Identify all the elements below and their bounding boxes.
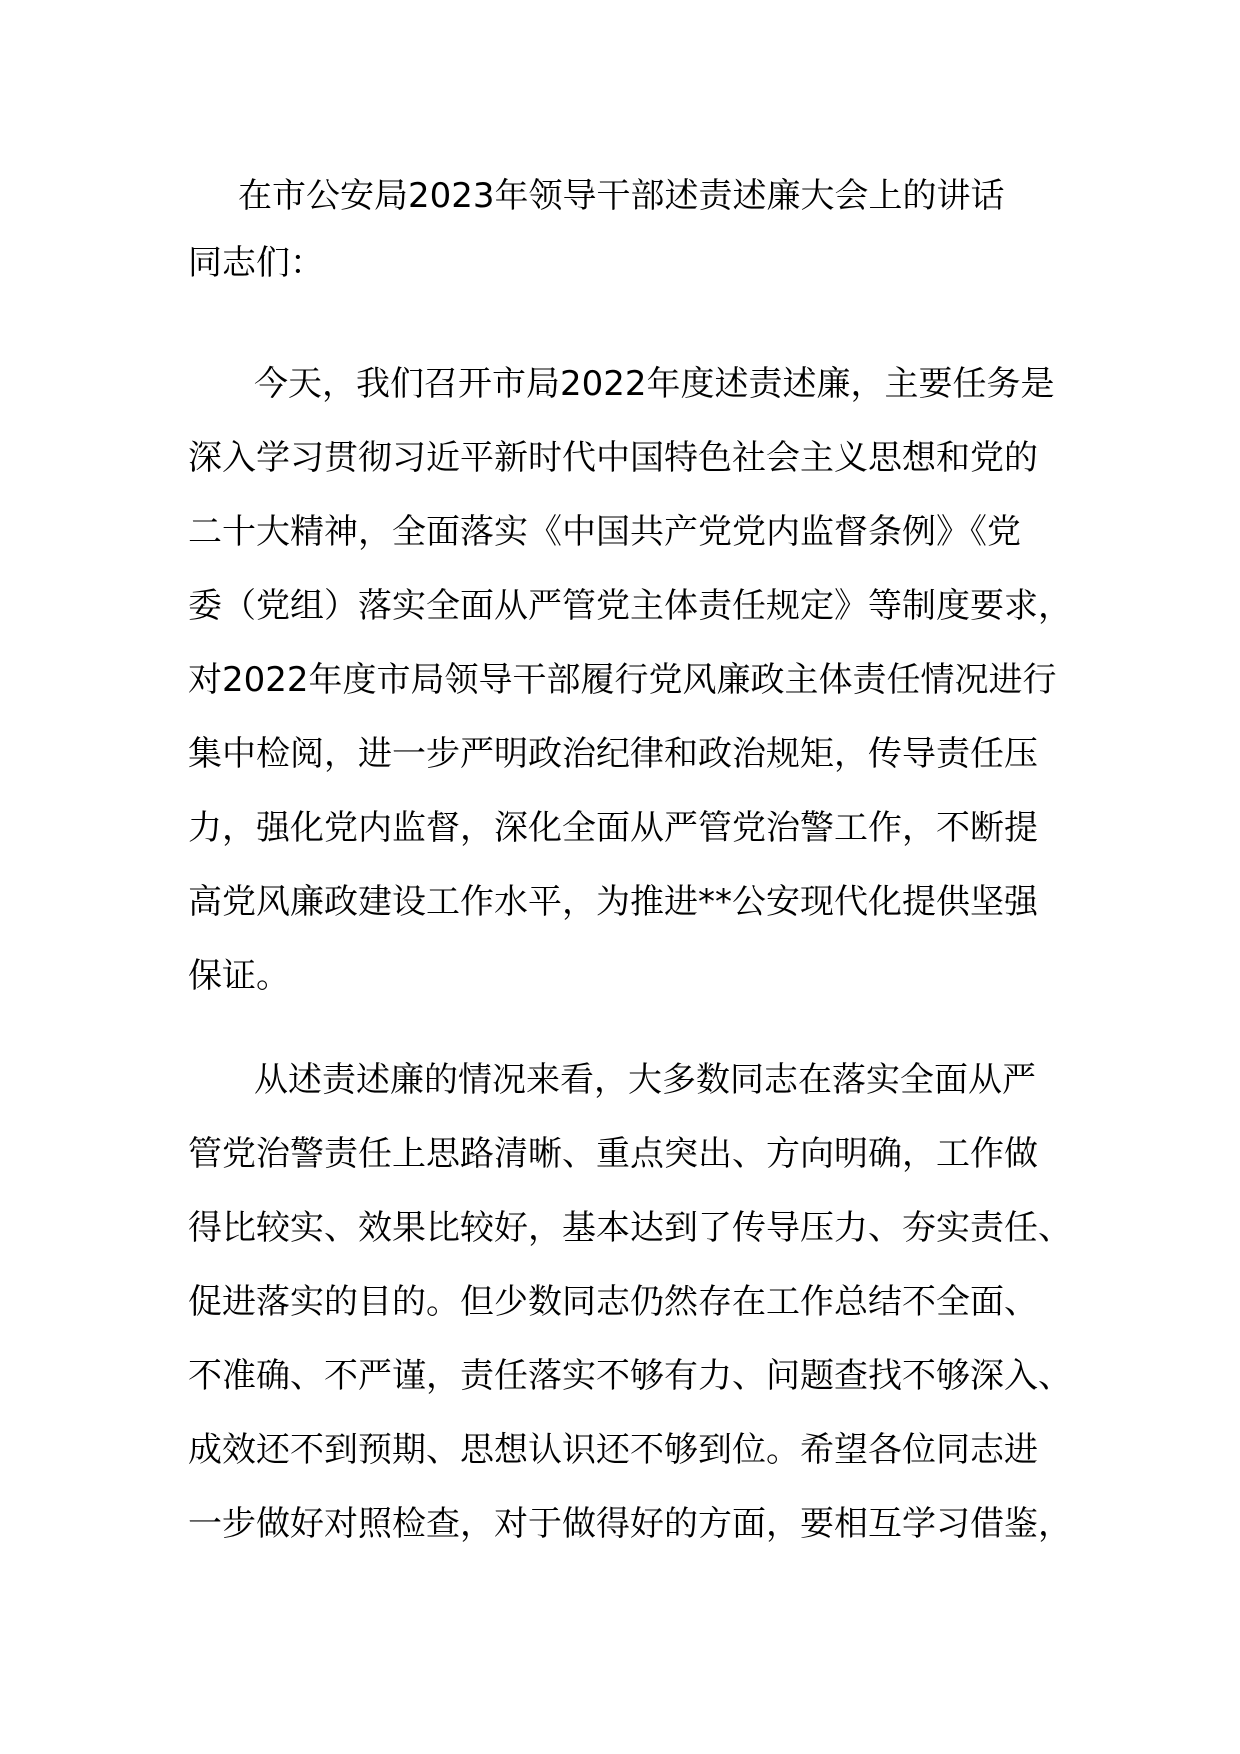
paragraph-line: 深入学习贯彻习近平新时代中国特色社会主义思想和党的 — [188, 438, 1038, 478]
paragraph-line: 保证。 — [188, 956, 290, 996]
paragraph-line: 二十大精神，全面落实《中国共产党党内监督条例》《党 — [188, 512, 1021, 552]
paragraph-line: 今天，我们召开市局2022年度述责述廉，主要任务是 — [254, 364, 1055, 404]
paragraph-line: 得比较实、效果比较好，基本达到了传导压力、夯实责任、 — [188, 1208, 1072, 1248]
paragraph-2 — [188, 1054, 1072, 1572]
paragraph-1 — [188, 358, 1072, 1024]
paragraph-line: 对2022年度市局领导干部履行党风廉政主体责任情况进行 — [188, 660, 1057, 700]
paragraph-line: 集中检阅，进一步严明政治纪律和政治规矩，传导责任压 — [188, 734, 1038, 774]
paragraph-line: 从述责述廉的情况来看，大多数同志在落实全面从严 — [254, 1060, 1036, 1100]
paragraph-line: 委（党组）落实全面从严管党主体责任规定》等制度要求， — [188, 586, 1072, 626]
paragraph-line: 一步做好对照检查，对于做得好的方面，要相互学习借鉴， — [188, 1504, 1072, 1544]
paragraph-line: 高党风廉政建设工作水平，为推进**公安现代化提供坚强 — [188, 882, 1038, 922]
document-title: 在市公安局2023年领导干部述责述廉大会上的讲话 — [238, 176, 1005, 216]
paragraph-line: 成效还不到预期、思想认识还不够到位。希望各位同志进 — [188, 1430, 1038, 1470]
paragraph-line: 管党治警责任上思路清晰、重点突出、方向明确，工作做 — [188, 1134, 1038, 1174]
paragraph-line: 促进落实的目的。但少数同志仍然存在工作总结不全面、 — [188, 1282, 1038, 1322]
paragraph-line: 不准确、不严谨，责任落实不够有力、问题查找不够深入、 — [188, 1356, 1072, 1396]
paragraph-line: 力，强化党内监督，深化全面从严管党治警工作，不断提 — [188, 808, 1038, 848]
salutation: 同志们： — [188, 243, 324, 283]
